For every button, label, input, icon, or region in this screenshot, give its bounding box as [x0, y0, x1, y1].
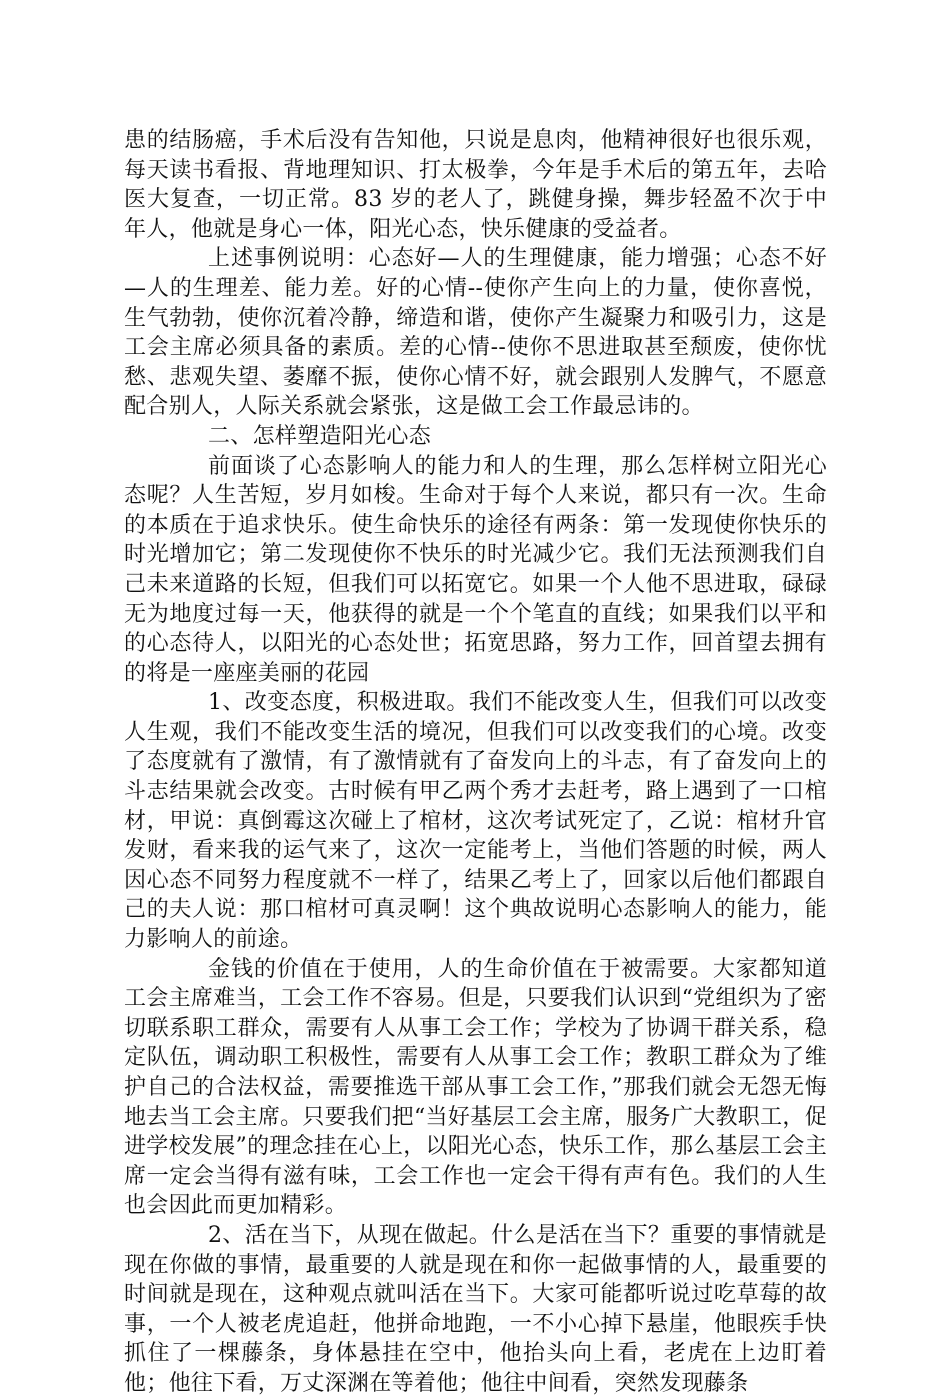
document-body	[124, 126, 827, 1399]
paragraph-intro: 前面谈了心态影响人的能力和人的生理，那么怎样树立阳光心态呢？人生苦短，岁月如梭。生命对于每个人来说，都只有一次。生命的本质在于追求快乐。使生命快乐的途径有两条：第一发现使你快乐的时光增加它；第二发现使你不快乐的时光减少它。我们无法预测我们自己未来道路的长短，但我们可以拓宽它。如果一个人他不思进取，碌碌无为地度过每一天，他获得的就是一个个笔直的直线；如果我们以平和的心态待人，以阳光的心态处世；拓宽思路，努力工作，回首望去拥有的将是一座座美丽的花园	[124, 453, 827, 686]
section-heading: 二、怎样塑造阳光心态	[208, 423, 432, 449]
paragraph-point-1: 1、改变态度，积极进取。我们不能改变人生，但我们可以改变人生观，我们不能改变生活的境况，但我们可以改变我们的心境。改变了态度就有了激情，有了激情就有了奋发向上的斗志，有了奋发向上的斗志结果就会改变。古时候有甲乙两个秀才去赶考，路上遇到了一口棺材，甲说：真倒霉这次碰上了棺材，这次考试死定了，乙说：棺材升官发财，看来我的运气来了，这次一定能考上，当他们答题的时候，两人因心态不同努力程度就不一样了，结果乙考上了，回家以后他们都跟自己的夫人说：那口棺材可真灵啊！这个典故说明心态影响人的能力，能力影响人的前途。	[124, 690, 827, 953]
paragraph-value: 金钱的价值在于使用，人的生命价值在于被需要。大家都知道工会主席难当，工会工作不容易。但是，只要我们认识到“党组织为了密切联系职工群众，需要有人从事工会工作；学校为了协调干群关系，稳定队伍，调动职工积极性，需要有人从事工会工作；教职工群众为了维护自己的合法权益，需要推选干部从事工会工作，”那我们就会无怨无悔地去当工会主席。只要我们把“当好基层工会主席，服务广大教职工，促进学校发展”的理念挂在心上，以阳光心态，快乐工作，那么基层工会主席一定会当得有滋有味，工会工作也一定会干得有声有色。我们的人生也会因此而更加精彩。	[124, 956, 827, 1219]
paragraph-continuation: 患的结肠癌，手术后没有告知他，只说是息肉，他精神很好也很乐观，每天读书看报、背地理知识、打太极拳，今年是手术后的第五年，去哈医大复查，一切正常。83 岁的老人了，跳健身操，舞步轻盈不次于中年人，他就是身心一体，阳光心态，快乐健康的受益者。	[124, 128, 827, 242]
paragraph-point-2: 2、活在当下，从现在做起。什么是活在当下？重要的事情就是现在你做的事情，最重要的人就是现在和你一起做事情的人，最重要的时间就是现在，这种观点就叫活在当下。大家可能都听说过吃草莓的故事，一个人被老虎追赶，他拼命地跑，一不小心掉下悬崖，他眼疾手快抓住了一棵藤条，身体悬挂在空中，他抬头向上看，老虎在上边盯着他；他往下看，万丈深渊在等着他；他往中间看，突然发现藤条	[124, 1222, 827, 1396]
paragraph-summary: 上述事例说明：心态好—人的生理健康，能力增强；心态不好—人的生理差、能力差。好的心情--使你产生向上的力量，使你喜悦，生气勃勃，使你沉着冷静，缔造和谐，使你产生凝聚力和吸引力，这是工会主席必须具备的素质。差的心情--使你不思进取甚至颓废，使你忧愁、悲观失望、萎靡不振，使你心情不好，就会跟别人发脾气，不愿意配合别人，人际关系就会紧张，这是做工会工作最忌讳的。	[124, 246, 827, 420]
